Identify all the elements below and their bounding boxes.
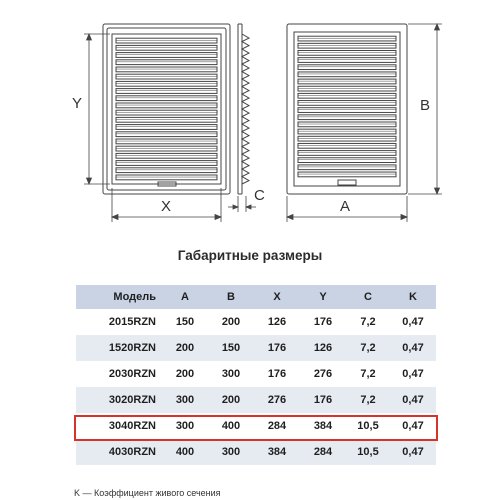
table-cell: 276 bbox=[313, 368, 333, 380]
louver-slat bbox=[116, 38, 217, 43]
louver-slat bbox=[116, 103, 217, 108]
table-cell: 284 bbox=[313, 446, 333, 458]
table-cell: 126 bbox=[267, 316, 287, 328]
louver-slat bbox=[298, 143, 396, 148]
dim-label-b: B bbox=[420, 97, 431, 114]
louver-slat bbox=[298, 158, 396, 163]
louver-slat bbox=[298, 43, 396, 48]
table-cell: 7,2 bbox=[360, 342, 376, 354]
table-cell: 400 bbox=[221, 420, 241, 432]
louver-slat bbox=[298, 122, 396, 127]
cell-model: 4030RZN bbox=[108, 446, 156, 458]
table-cell: 200 bbox=[175, 368, 195, 380]
louver-slat bbox=[298, 36, 396, 41]
table-cell: 150 bbox=[175, 316, 195, 328]
dim-label-a: A bbox=[340, 198, 351, 215]
louver-slat bbox=[298, 86, 396, 91]
louver-slat bbox=[298, 58, 396, 63]
cell-model: 2015RZN bbox=[108, 316, 156, 328]
table-cell: 200 bbox=[221, 316, 241, 328]
louver-slat bbox=[116, 175, 217, 180]
louver-slat bbox=[116, 161, 217, 166]
louver-slat bbox=[116, 67, 217, 72]
louver-slat bbox=[116, 89, 217, 94]
dim-label-x: X bbox=[161, 198, 172, 215]
table-cell: 0,47 bbox=[402, 316, 424, 328]
table-cell: 0,47 bbox=[402, 446, 424, 458]
table-cell: 400 bbox=[175, 446, 195, 458]
louver-slat bbox=[116, 96, 217, 101]
header-b: B bbox=[227, 291, 235, 303]
louver-slat bbox=[116, 132, 217, 137]
table-row bbox=[76, 413, 436, 439]
table-cell: 300 bbox=[175, 420, 195, 432]
table-cell: 0,47 bbox=[402, 394, 424, 406]
dimension-c bbox=[228, 196, 256, 212]
table-title: Габаритные размеры bbox=[177, 248, 323, 263]
louver-slat bbox=[116, 168, 217, 173]
table-cell: 384 bbox=[313, 420, 333, 432]
table-row bbox=[76, 439, 436, 465]
louver-slat bbox=[116, 53, 217, 58]
louver-slat bbox=[298, 79, 396, 84]
front-view-louvers bbox=[103, 24, 230, 194]
table-header-row bbox=[76, 285, 436, 309]
louver-slat bbox=[298, 165, 396, 170]
dim-label-c: C bbox=[254, 187, 265, 204]
louver-slat bbox=[298, 129, 396, 134]
cell-model: 2030RZN bbox=[108, 368, 156, 380]
louver-slat bbox=[116, 81, 217, 86]
table-cell: 7,2 bbox=[360, 316, 376, 328]
cell-model: 3040RZN bbox=[108, 420, 156, 432]
table-cell: 7,2 bbox=[360, 394, 376, 406]
table-cell: 384 bbox=[267, 446, 287, 458]
louver-slat bbox=[298, 108, 396, 113]
louver-slat bbox=[298, 51, 396, 56]
louver-slat bbox=[298, 93, 396, 98]
louver-slat bbox=[116, 117, 217, 122]
rear-view-louvers bbox=[287, 24, 407, 194]
table-cell: 284 bbox=[267, 420, 287, 432]
dimensions-table bbox=[76, 285, 436, 465]
louver-slat bbox=[116, 139, 217, 144]
table-cell: 300 bbox=[175, 394, 195, 406]
table-cell: 150 bbox=[221, 342, 241, 354]
louver-slat bbox=[298, 65, 396, 70]
table-cell: 126 bbox=[313, 342, 333, 354]
louver-slat bbox=[298, 151, 396, 156]
cell-model: 3020RZN bbox=[108, 394, 156, 406]
table-cell: 300 bbox=[221, 368, 241, 380]
table-cell: 10,5 bbox=[357, 420, 379, 432]
table-cell: 200 bbox=[175, 342, 195, 354]
louver-slat bbox=[116, 146, 217, 151]
footnote: K — Коэффициент живого сечения bbox=[74, 488, 221, 498]
header-c: C bbox=[364, 291, 372, 303]
table-cell: 7,2 bbox=[360, 368, 376, 380]
table-row bbox=[76, 335, 436, 361]
table-row bbox=[76, 309, 436, 335]
table-row bbox=[76, 361, 436, 387]
table-cell: 10,5 bbox=[357, 446, 379, 458]
table-row bbox=[76, 387, 436, 413]
technical-drawing bbox=[0, 0, 500, 232]
cell-model: 1520RZN bbox=[108, 342, 156, 354]
louver-slat bbox=[298, 136, 396, 141]
louver-slat bbox=[116, 125, 217, 130]
louver-slat bbox=[298, 101, 396, 106]
dimension-y bbox=[84, 34, 110, 184]
side-profile bbox=[238, 24, 249, 194]
louver-slat bbox=[298, 172, 396, 177]
header-k: K bbox=[409, 291, 417, 303]
louver-slat bbox=[116, 60, 217, 65]
table-cell: 176 bbox=[313, 316, 333, 328]
dim-label-y: Y bbox=[72, 95, 83, 112]
table-cell: 0,47 bbox=[402, 368, 424, 380]
louver-slat bbox=[116, 110, 217, 115]
table-cell: 200 bbox=[221, 394, 241, 406]
louver-slat bbox=[298, 72, 396, 77]
table-cell: 0,47 bbox=[402, 420, 424, 432]
table-cell: 176 bbox=[313, 394, 333, 406]
louver-slat bbox=[116, 45, 217, 50]
table-cell: 176 bbox=[267, 368, 287, 380]
table-cell: 276 bbox=[267, 394, 287, 406]
louver-slat bbox=[116, 153, 217, 158]
table-cell: 176 bbox=[267, 342, 287, 354]
louver-slat bbox=[116, 74, 217, 79]
table-cell: 300 bbox=[221, 446, 241, 458]
header-a: A bbox=[181, 291, 189, 303]
header-y: Y bbox=[319, 291, 327, 303]
header-model: Модель bbox=[113, 291, 156, 303]
header-x: X bbox=[273, 291, 281, 303]
table-cell: 0,47 bbox=[402, 342, 424, 354]
louver-slat bbox=[298, 115, 396, 120]
